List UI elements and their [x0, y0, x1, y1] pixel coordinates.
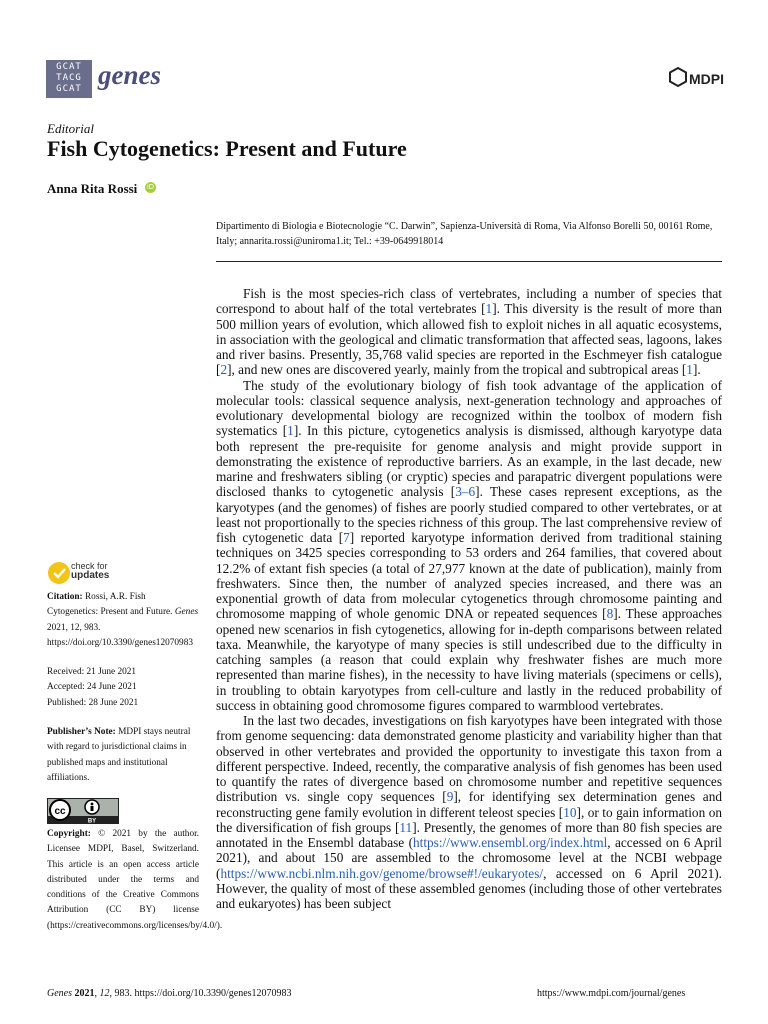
- article-info-sidebar: [47, 590, 199, 786]
- logo-letters-1: GCAT: [56, 62, 82, 72]
- journal-name: genes: [98, 60, 161, 90]
- ref-link[interactable]: 9: [446, 789, 454, 805]
- article-title: Fish Cytogenetics: Present and Future: [47, 136, 407, 161]
- svg-text:cc: cc: [54, 806, 66, 817]
- orcid-icon[interactable]: iD: [146, 183, 155, 191]
- paragraph-1: Fish is the most species-rich class of vertebrates, including a number of species that correspond to about half of the total vertebrates [1]. This diversity is the result of more than 500 million years of evolution, which allowed fish to exploit niches in all aquatic ecosystems, in association with the geological and climatic transformation that affected seas, lagoons, lakes and river basins. Presently, 35,768 valid species are reported in the Eschmeyer fish catalogue [2], and new ones are discovered yearly, mainly from the tropical and subtropical areas [1].: [216, 286, 722, 378]
- publisher-name: MDPI: [689, 71, 724, 87]
- received-date: Received: 21 June 2021: [47, 667, 137, 678]
- header-divider: [216, 261, 722, 262]
- publisher-note: Publisher’s Note: MDPI stays neutral with regard to jurisdictional claims in published maps and institutional affiliations.: [47, 727, 191, 783]
- author-name: Anna Rita Rossi: [47, 181, 138, 196]
- ref-link[interactable]: 7: [343, 530, 350, 545]
- updates-label: updates: [71, 570, 110, 581]
- logo-letters-2: TACG: [56, 73, 82, 83]
- footer-citation: Genes 2021, 12, 983. https://doi.org/10.3390/genes12070983: [47, 988, 292, 999]
- footer-journal-url[interactable]: https://www.mdpi.com/journal/genes: [537, 988, 686, 999]
- logo-letters-3: GCAT: [56, 84, 82, 94]
- mdpi-logo-icon: [668, 66, 724, 92]
- check-for-updates-badge[interactable]: [47, 560, 167, 586]
- paragraph-2: The study of the evolutionary biology of fish took advantage of the application of molecular tools: classical sequence analysis, next-generation technology and approaches of evolutionary developmental biology are recognized within the toolbox of modern fish systematics [1]. In this picture, cytogenetics analysis is dismissed, although karyotype data both represent the pre-requisite for genome analysis and might provide support in demonstrating the existence of reproductive barriers. As an example, in the last decade, new marine and freshwaters sibling (or cryptic) species and parapatric divergent populations were disclosed thanks to cytogenetic analysis [3–6]. These cases represent exceptions, as the karyotypes (and the genomes) of fishes are poorly studied compared to other vertebrates, or at least not proportionally to the species richness of this group. The last comprehensive review of fish cytogenetic data [7] reported karyotype information derived from traditional staining techniques on 3425 species corresponding to 53 orders and 264 families, that covered about 12.2% of extant fish species (a total of 27,977 known at the date of publication), mainly from freshwaters. Since then, the number of analyzed species increased, and there was an exponential growth of data from molecular cytogenetics through chromosome painting and chromosome mapping of whole genomic DNA or repeated sequences [8]. These approaches opened new scenarios in fish cytogenetics, allowing for in-depth comparisons between related taxa. Meanwhile, the karyotype of many species is still undescribed due to the difficulty in catching samples (a reason that could explain why freshwater fishes are much more represented than marine fishes), in the necessity to have living materials (specimens or cells), in troubling to obtain karyotypes from cell-culture and lastly in the reduced probability of success in obtaining good chromosome figures compared to warmblood vertebrates.: [216, 377, 722, 713]
- ensembl-link[interactable]: https://www.ensembl.org/index.html: [413, 835, 608, 850]
- ref-link[interactable]: 10: [563, 804, 577, 820]
- ref-link[interactable]: 3–6: [455, 484, 476, 500]
- ref-link[interactable]: 11: [399, 819, 413, 835]
- ref-link[interactable]: 8: [606, 606, 614, 622]
- affiliation: Dipartimento di Biologia e Biotecnologie “C. Darwin”, Sapienza-Università di Roma, Via Alfonso Borelli 50, 00161 Rome, Italy; annarita.rossi@uniroma1.it; Tel.: +39-0649918014: [216, 221, 713, 247]
- accepted-date: Accepted: 24 June 2021: [47, 682, 137, 693]
- article-body: [216, 286, 722, 911]
- check-label: check for: [71, 561, 108, 571]
- copyright-notice: Copyright: © 2021 by the author. Licensee MDPI, Basel, Switzerland. This article is an open access article distributed under the terms and conditions of the Creative Commons Attribution (CC BY) license (https://creativecommons.org/licenses/by/4.0/).: [47, 829, 223, 931]
- published-date: Published: 28 June 2021: [47, 697, 139, 708]
- article-type: Editorial: [47, 121, 94, 136]
- check-updates-icon: [47, 560, 73, 586]
- cc-by-label: BY: [87, 818, 97, 824]
- ref-link[interactable]: 2: [220, 362, 228, 378]
- ref-link[interactable]: 1: [485, 301, 493, 317]
- citation: Citation: Rossi, A.R. Fish Cytogenetics: Present and Future. Genes 2021, 12, 983. https://doi.org/10.3390/genes12070983: [47, 592, 199, 648]
- paragraph-3: In the last two decades, investigations on fish karyotypes have been integrated with those from genome sequencing: data demonstrated genome plasticity and variability higher than that observed in other vertebrates and provided the opportunity to investigate this taxon from a different perspective. Indeed, recently, the comparative analysis of fish genomes has been used to quantify the rates of divergence based on chromosome number and repetitive sequences distribution vs. single copy sequences [9], for identifying sex determination genes and reconstructing gene family evolution in different teleost species [10], or to gain information on the diversification of fish groups [11]. Presently, the genomes of more than 80 fish species are annotated in the Ensembl database (https://www.ensembl.org/index.html, accessed on 6 April 2021), and about 150 are assembled to the chromosome level at the NCBI webpage (https://www.ncbi.nlm.nih.gov/genome/browse#!/eukaryotes/, accessed on 6 April 2021). However, the quality of most of these assembled genomes (including those of other vertebrates and eukaryotes) has been subject: [216, 713, 722, 911]
- ref-link[interactable]: 1: [287, 423, 294, 439]
- cc-by-license-icon[interactable]: [47, 798, 119, 824]
- journal-logo-box: [46, 60, 92, 98]
- ref-link[interactable]: 1: [686, 362, 693, 378]
- ncbi-link[interactable]: https://www.ncbi.nlm.nih.gov/genome/browse#!/eukaryotes/: [220, 865, 544, 881]
